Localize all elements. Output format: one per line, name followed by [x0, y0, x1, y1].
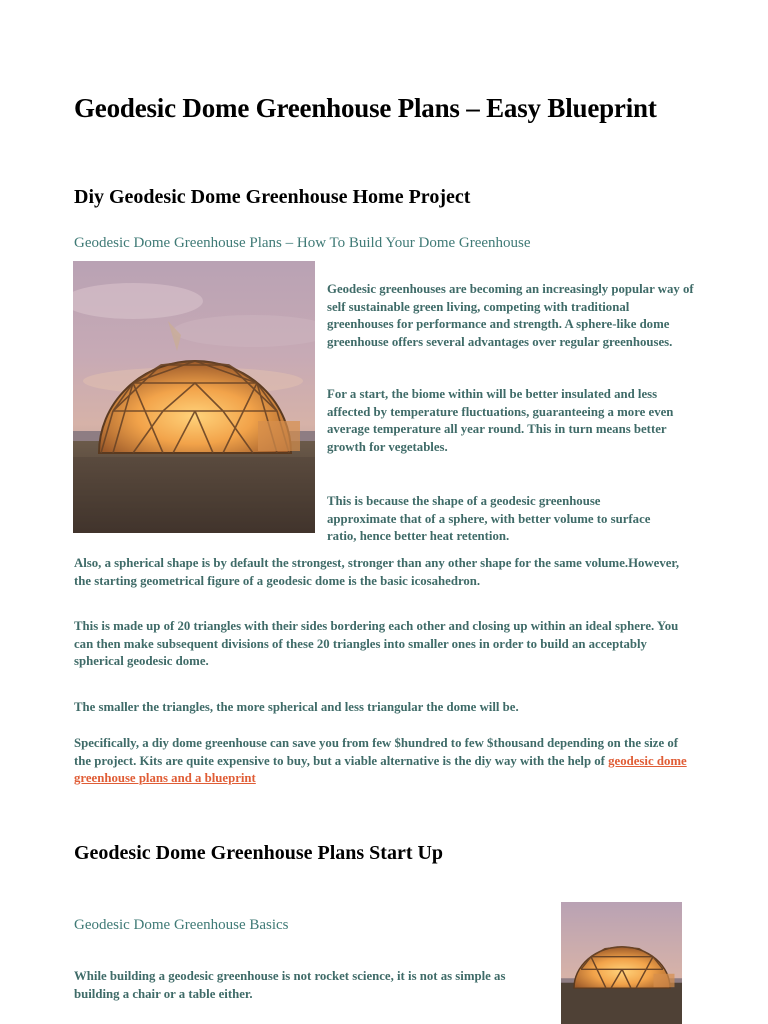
diy-savings-text: Specifically, a diy dome greenhouse can save you from few $hundred to few $thousand depending on the size of the project. Kits are quite expensive to buy, but a viable alternative is the diy way with the help of: [74, 736, 678, 768]
page-title: Geodesic Dome Greenhouse Plans – Easy Blueprint: [74, 93, 657, 123]
paragraph-icosahedron: This is made up of 20 triangles with their sides bordering each other and closing up within an ideal sphere. You can then make subsequent divisions of these 20 triangles into smaller ones in order to build an acceptably spherical geodesic dome.: [74, 619, 679, 669]
paragraph-diy-savings: [74, 735, 694, 788]
paragraph-shape: This is because the shape of a geodesic greenhouse approximate that of a sphere, with better volume to surface ratio, hence better heat retention.: [327, 494, 651, 544]
dome-greenhouse-image: [73, 261, 315, 533]
paragraph-intro: Geodesic greenhouses are becoming an increasingly popular way of self sustainable green living, competing with traditional greenhouses for performance and strength. A sphere-like dome greenhouse offers several advantages over regular greenhouses.: [327, 282, 694, 349]
dome-greenhouse-image-small: [561, 902, 682, 1024]
paragraph-building: While building a geodesic greenhouse is not rocket science, it is not as simple as building a chair or a table either.: [74, 969, 506, 1001]
subheading-how-to-build: Geodesic Dome Greenhouse Plans – How To Build Your Dome Greenhouse: [74, 235, 531, 251]
paragraph-spherical: Also, a spherical shape is by default the strongest, stronger than any other shape for the same volume.However, the starting geometrical figure of a geodesic dome is the basic icosahedron.: [74, 556, 680, 588]
subheading-basics: Geodesic Dome Greenhouse Basics: [74, 917, 289, 933]
section-heading-diy-project: Diy Geodesic Dome Greenhouse Home Project: [74, 186, 471, 208]
section-heading-start-up: Geodesic Dome Greenhouse Plans Start Up: [74, 842, 444, 864]
paragraph-biome: For a start, the biome within will be better insulated and less affected by temperature fluctuations, guaranteeing a more even average temperature all year round. This in turn means better growth for vegetables.: [327, 387, 674, 454]
paragraph-smaller-triangles: The smaller the triangles, the more spherical and less triangular the dome will be.: [74, 700, 519, 714]
plans-blueprint-link[interactable]: geodesic dome greenhouse plans and a blueprint: [74, 753, 687, 786]
